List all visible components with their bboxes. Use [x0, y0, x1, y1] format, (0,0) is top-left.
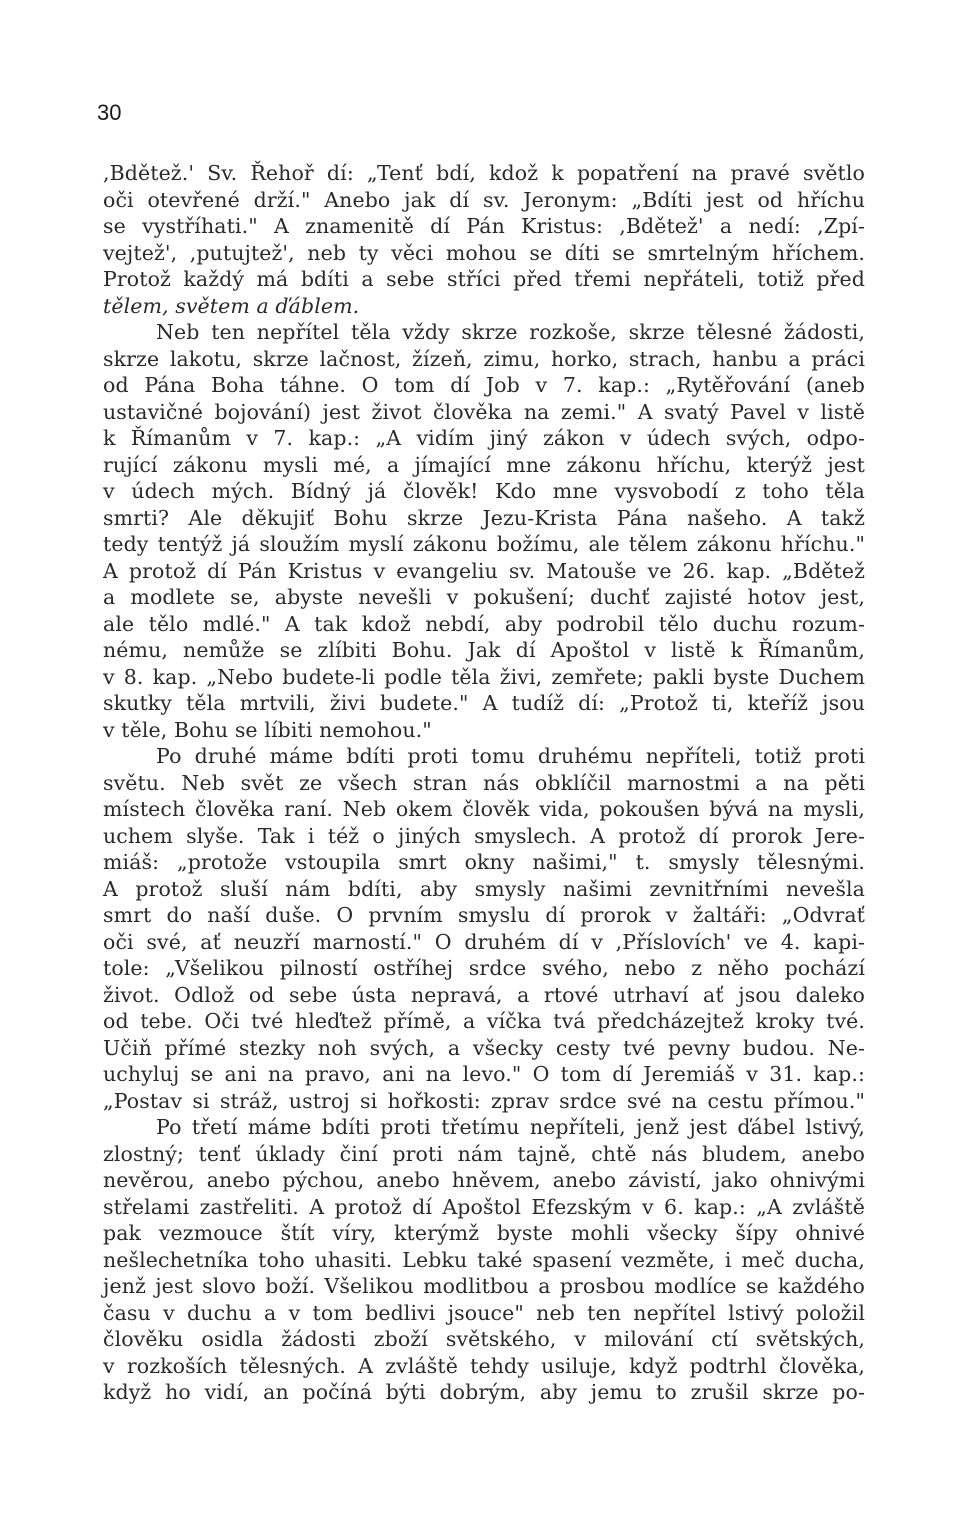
- text-line: miáš: „protože vstoupila smrt okny našimi," t. smysly tělesnými.: [103, 850, 865, 874]
- text-line: času v duchu a v tom bedlivi jsouce" neb ten nepřítel lstivý položil: [103, 1300, 865, 1325]
- text-line: pak vezmouce štít víry, kterýmž byste mohli všecky šípy ohnivé: [103, 1221, 865, 1245]
- text-line: smrti? Ale děkujiť Bohu skrze Jezu-Krista Pána našeho. A takž: [103, 505, 865, 530]
- text-line: ,Bdětež.' Sv. Řehoř dí: „Tenť bdí, kdož k popatření na pravé světlo: [103, 161, 865, 185]
- text-line: Učiň přímé stezky noh svých, a všecky cesty tvé pevny budou. Ne-: [103, 1035, 865, 1060]
- text-line: jenž jest slovo boží. Všelikou modlitbou a prosbou modlíce se každého: [103, 1274, 865, 1298]
- text-line: oči otevřené drží." Anebo jak dí sv. Jeronym: „Bdíti jest od hříchu: [103, 187, 865, 212]
- text-line: vejtež', ,putujtež', neb ty věci mohou se díti se smrtelným hříchem.: [103, 240, 865, 265]
- text-line: když ho vidí, an počíná býti dobrým, aby jemu to zrušil skrze po-: [103, 1380, 865, 1404]
- text-line: od tebe. Oči tvé hleďtež přímě, a víčka tvá předcházejtež kroky tvé.: [103, 1009, 865, 1033]
- text-line: zlostný; tenť úklady činí proti nám tajně, chtě nás bludem, anebo: [103, 1141, 865, 1166]
- text-line: v údech mých. Bídný já člověk! Kdo mne vysvobodí z toho těla: [103, 479, 865, 503]
- text-line: život. Odlož od sebe ústa nepravá, a rtové utrhaví ať jsou daleko: [103, 982, 865, 1007]
- text-line: v těle, Bohu se líbiti nemohou.": [103, 717, 432, 742]
- text-line: uchem slyše. Tak i též o jiných smyslech. A protož dí prorok Jere-: [103, 823, 865, 848]
- text-line: a modlete se, abyste nevešli v pokušení; duchť zajisté hotov jest,: [103, 585, 865, 609]
- text-line: střelami zastřeliti. A protož dí Apoštol Efezským v 6. kap.: „A zvláště: [103, 1194, 865, 1219]
- paragraph-start-line: Po druhé máme bdíti proti tomu druhému nepříteli, totiž proti: [156, 744, 865, 768]
- text-line: světu. Neb svět ze všech stran nás obklíčil marnostmi a na pěti: [103, 770, 865, 795]
- text-line: člověku osidla žádosti zboží světského, v milování ctí světských,: [103, 1327, 865, 1351]
- page-number: 30: [97, 100, 122, 125]
- text-line: místech člověka raní. Neb okem člověk vida, pokoušen bývá na mysli,: [103, 797, 865, 821]
- text-line: „Postav si stráž, ustroj si hořkosti: zprav srdce své na cestu přímou.": [103, 1088, 865, 1113]
- text-line: tělem, světem a ďáblem.: [103, 293, 360, 318]
- paragraph-start-line: Po třetí máme bdíti proti třetímu nepříteli, jenž jest ďábel lstivý,: [156, 1115, 865, 1139]
- text-line: od Pána Boha táhne. O tom dí Job v 7. kap.: „Rytěřování (aneb: [103, 373, 865, 397]
- text-line: oči své, ať neuzří marností." O druhém dí v ,Příslovích' ve 4. kapi-: [103, 929, 865, 954]
- text-line: A protož sluší nám bdíti, aby smysly našimi zevnitřními nevešla: [103, 876, 865, 901]
- text-line: Protož každý má bdíti a sebe stříci před třemi nepřáteli, totiž před: [103, 267, 865, 291]
- text-line: nešlechetníka toho uhasiti. Lebku také spasení vezměte, i meč ducha,: [103, 1247, 865, 1272]
- text-line: v 8. kap. „Nebo budete-li podle těla živi, zemřete; pakli byste Duchem: [103, 664, 865, 689]
- text-line: A protož dí Pán Kristus v evangeliu sv. Matouše ve 26. kap. „Bdětež: [103, 558, 865, 583]
- text-line: skrze lakotu, skrze lačnost, žízeň, zimu, horko, strach, hanbu a práci: [103, 346, 865, 371]
- text-line: nému, nemůže se zlíbiti Bohu. Jak dí Apoštol v listě k Římanům,: [103, 638, 865, 662]
- paragraph-start-line: Neb ten nepřítel těla vždy skrze rozkoše, skrze tělesné žádosti,: [156, 320, 865, 344]
- text-line: tedy tentýž já sloužím myslí zákonu božímu, ale tělem zákonu hříchu.": [103, 532, 865, 556]
- text-line: skutky těla mrtvili, živi budete." A tudíž dí: „Protož ti, kteříž jsou: [103, 691, 865, 715]
- text-line: rující zákonu mysli mé, a jímající mne zákonu hříchu, kterýž jest: [103, 452, 865, 477]
- text-line: ustavičné bojování) jest život člověka na zemi." A svatý Pavel v listě: [103, 399, 865, 424]
- text-line: v rozkoších tělesných. A zvláště tehdy usiluje, když podtrhl člověka,: [103, 1353, 865, 1378]
- text-line: uchyluj se ani na pravo, ani na levo." O tom dí Jeremiáš v 31. kap.:: [103, 1062, 865, 1086]
- body-text: [103, 160, 865, 1406]
- text-line: k Římanům v 7. kap.: „A vidím jiný zákon v údech svých, odpo-: [103, 426, 865, 450]
- text-line: nevěrou, anebo pýchou, anebo hněvem, anebo závistí, jako ohnivými: [103, 1168, 865, 1192]
- text-line: ale tělo mdlé." A tak kdož nebdí, aby podrobil tělo duchu rozum-: [103, 611, 865, 636]
- text-line: se vystříhati." A znamenitě dí Pán Kristus: ,Bdětež' a nedí: ,Zpí-: [103, 214, 865, 238]
- text-line: tole: „Všelikou pilností ostříhej srdce svého, nebo z něho pochází: [103, 956, 865, 980]
- text-line: smrt do naší duše. O prvním smyslu dí prorok v žaltáři: „Odvrať: [103, 903, 865, 927]
